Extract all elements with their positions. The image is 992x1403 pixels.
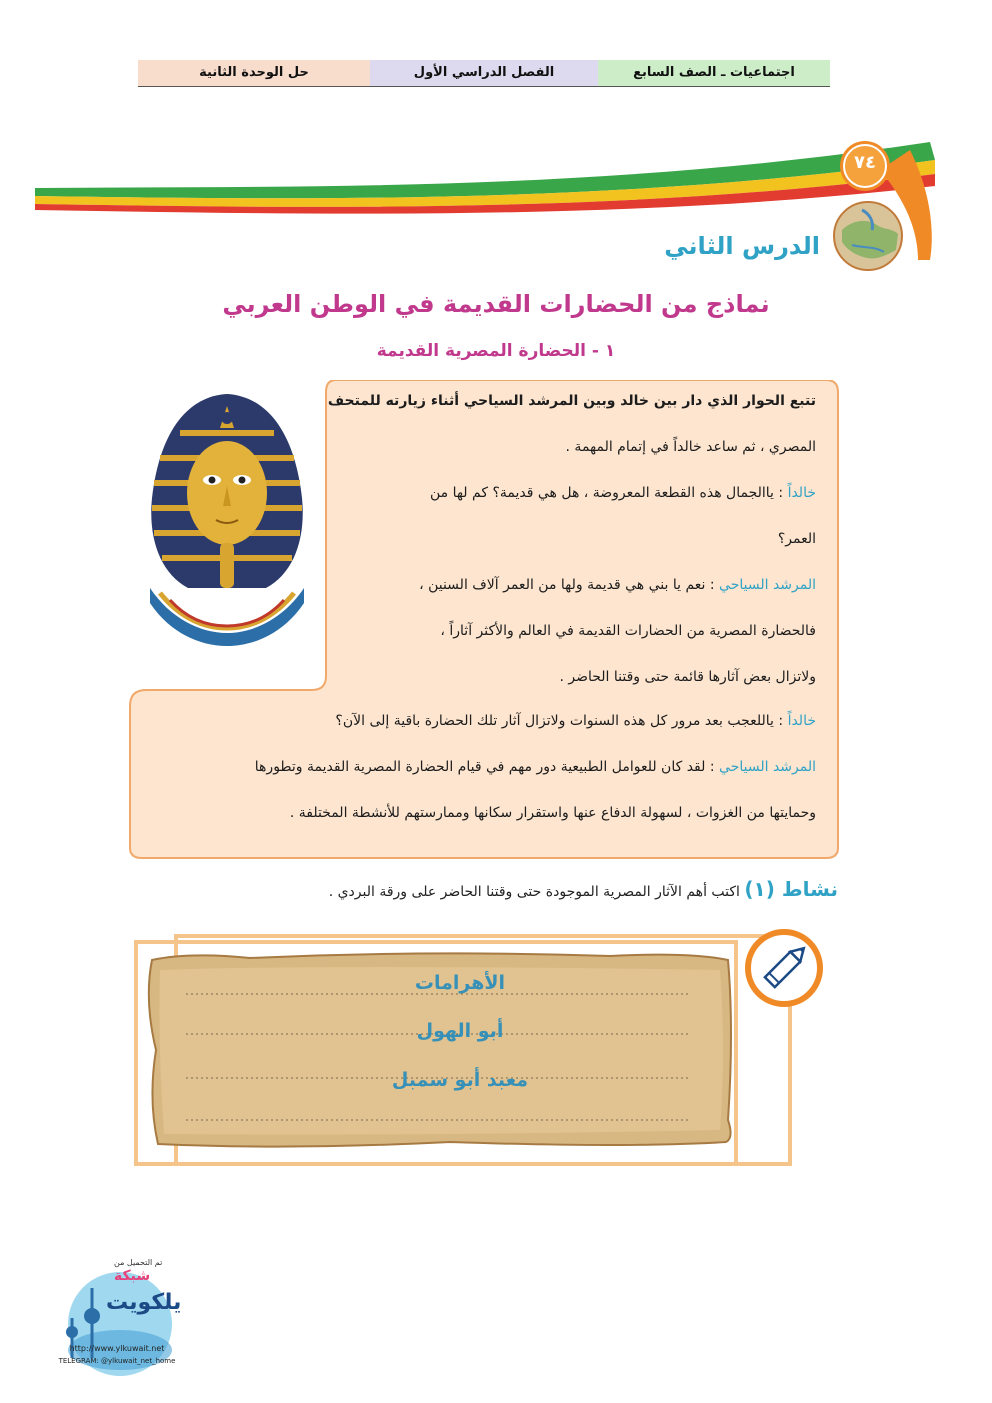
- header-unit: حل الوحدة الثانية: [138, 60, 370, 86]
- header-subject: اجتماعيات ـ الصف السابع: [598, 60, 830, 86]
- pencil-icon: [744, 928, 824, 1008]
- answer-3: معبد أبو سمبل: [391, 1069, 529, 1091]
- dialog-text: : ياللعجب بعد مرور كل هذه السنوات ولاتزال آثار تلك الحضارة باقية إلى الآن؟: [335, 713, 784, 729]
- dialog-line-3: [335, 713, 816, 729]
- speaker-guide: المرشد السياحي: [719, 759, 816, 775]
- dialog-text: : لقد كان للعوامل الطبيعية دور مهم في قيام الحضارة المصرية القديمة وتطورها: [254, 759, 715, 775]
- dialog-text: : نعم يا بني هي قديمة ولها من العمر آلاف السنين ،: [419, 577, 715, 593]
- activity-prompt: [329, 877, 838, 901]
- dialog-intro-1: تتبع الحوار الذي دار بين خالد وبين المرشد السياحي أثناء زيارته للمتحف: [327, 393, 816, 409]
- logo-telegram: TELEGRAM: @ylkuwait_net_home: [58, 1357, 176, 1365]
- dialog-intro-2: المصري ، ثم ساعد خالداً في إتمام المهمة .: [565, 439, 816, 455]
- dialog-line-2c: ولاتزال بعض آثارها قائمة حتى وقتنا الحاضر .: [559, 669, 816, 685]
- dialog-text: : ياالجمال هذه القطعة المعروضة ، هل هي قديمة؟ كم لها من: [429, 485, 784, 501]
- dialog-line-2b: فالحضارة المصرية من الحضارات القديمة في العالم والأكثر آثاراً ،: [440, 623, 816, 639]
- map-globe-icon: [832, 200, 904, 272]
- dialog-line-4: [255, 759, 816, 775]
- papyrus-scroll: [130, 930, 830, 1170]
- logo-note: تم التحميل من: [114, 1258, 163, 1267]
- site-logo: [54, 1258, 184, 1380]
- lesson-label: الدرس الثاني: [664, 232, 820, 260]
- activity-label: نشاط (١): [744, 877, 838, 901]
- dialog-line-2: [419, 577, 816, 593]
- dialog-line-1: [430, 485, 816, 501]
- section-subtitle: ١ - الحضارة المصرية القديمة: [376, 341, 616, 361]
- logo-brand-small: شبكة: [114, 1268, 151, 1284]
- page-number: ٧٤: [854, 152, 876, 173]
- dialog-line-1b: العمر؟: [777, 531, 816, 547]
- page-number-badge: [836, 140, 894, 192]
- logo-url: http://www.ylkuwait.net: [69, 1344, 165, 1353]
- logo-brand-big: يلكويت: [106, 1290, 182, 1315]
- page-title: نماذج من الحضارات القديمة في الوطن العربي: [222, 290, 770, 318]
- answer-2: أبو الهول: [416, 1020, 504, 1042]
- speaker-guide: المرشد السياحي: [719, 577, 816, 593]
- speaker-khaled: خالداً: [787, 713, 816, 729]
- activity-text: اكتب أهم الآثار المصرية الموجودة حتى وقتنا الحاضر على ورقة البردي .: [328, 884, 740, 900]
- speaker-khaled: خالداً: [787, 485, 816, 501]
- header-term: الفصل الدراسي الأول: [370, 60, 598, 86]
- dialog-line-4b: وحمايتها من الغزوات ، لسهولة الدفاع عنها واستقرار سكانها وممارستهم للأنشطة المختلفة .: [289, 805, 816, 821]
- answer-1: الأهرامات: [414, 972, 506, 994]
- header-band: [138, 60, 830, 87]
